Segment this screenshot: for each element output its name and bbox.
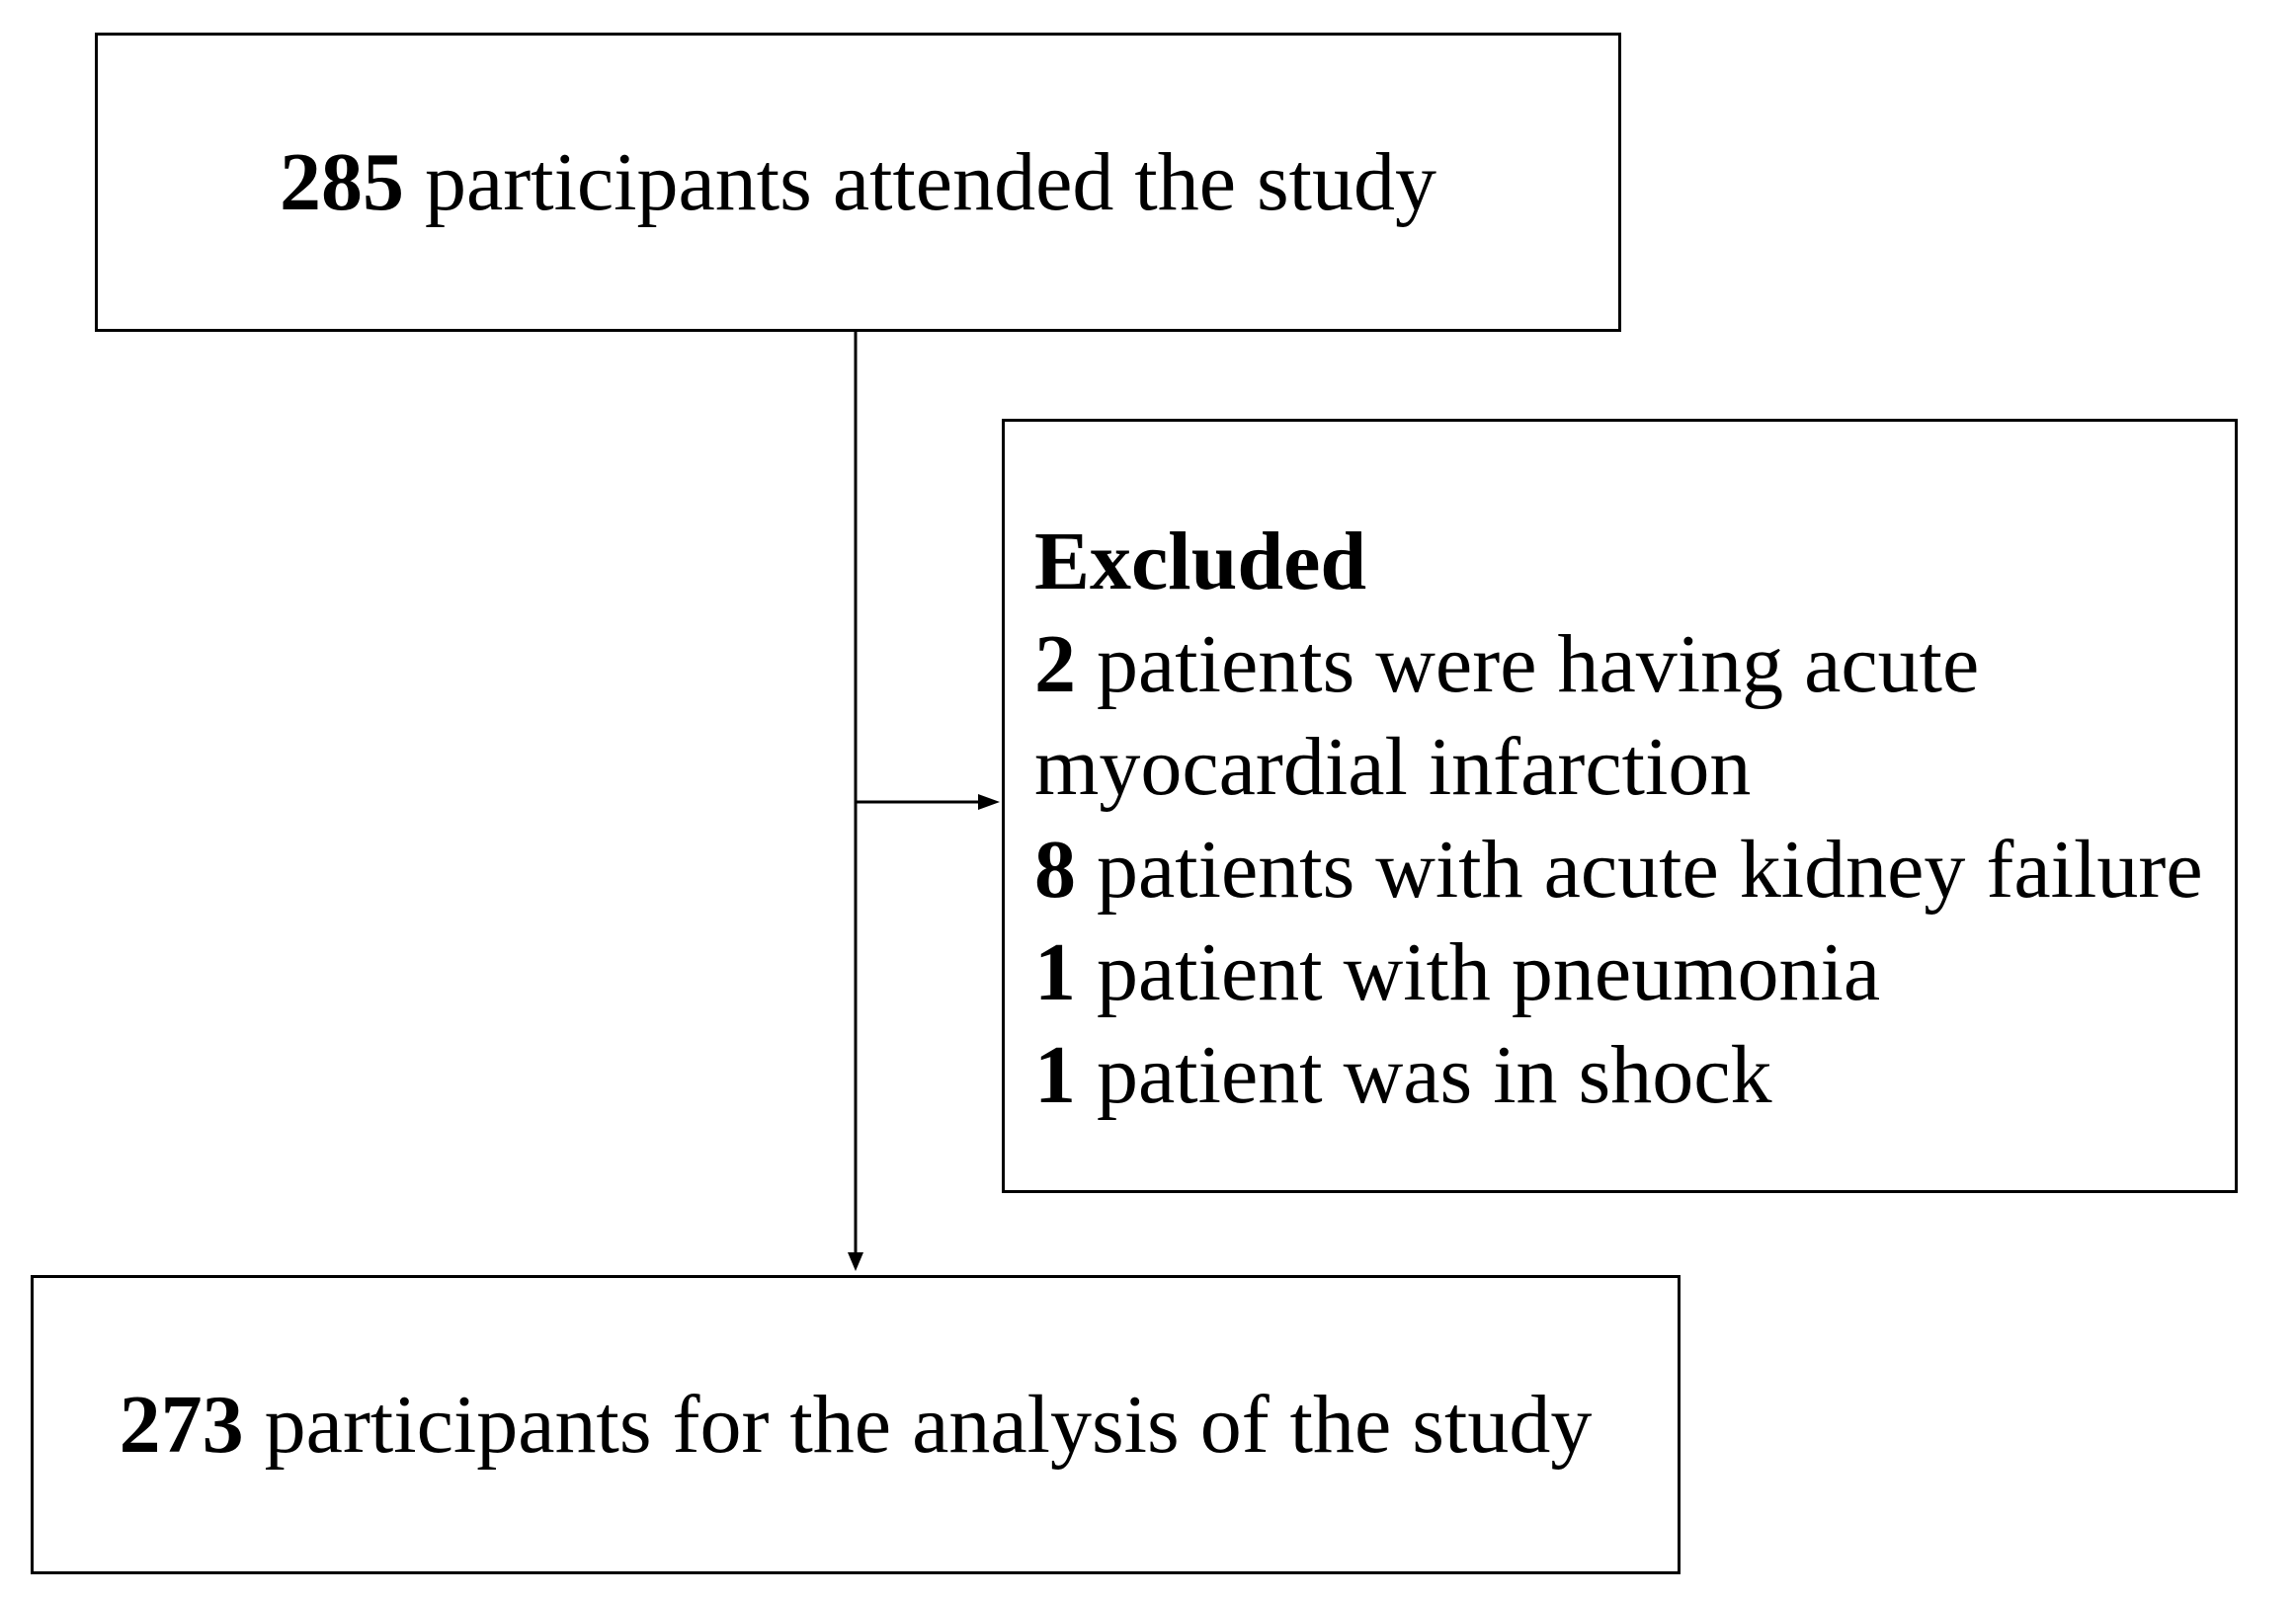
enrolled-count: 285 [279,135,404,228]
main-flow-arrowhead [848,1252,863,1271]
excluded-item: 2 patients were having acute [1034,618,1980,710]
analysis-participants-text [119,1378,1593,1471]
excluded-item: 1 patient was in shock [1034,1029,1772,1121]
excluded-item: 1 patient with pneumonia [1034,926,1881,1018]
excluded-item: 8 patients with acute kidney failure [1034,824,2203,916]
analysis-count: 273 [119,1378,244,1471]
analysis-participants-box [31,1275,1681,1574]
exclusion-branch-arrowhead [978,794,1000,810]
analysis-label: participants for the analysis of the study [243,1378,1593,1471]
enrolled-participants-box [95,33,1621,332]
excluded-list [1034,511,2203,1127]
excluded-heading: Excluded [1034,516,1367,607]
excluded-box [1002,419,2238,1193]
enrolled-participants-text [279,135,1437,228]
enrolled-label: participants attended the study [403,135,1437,228]
excluded-item-continuation: myocardial infarction [1034,721,1752,813]
